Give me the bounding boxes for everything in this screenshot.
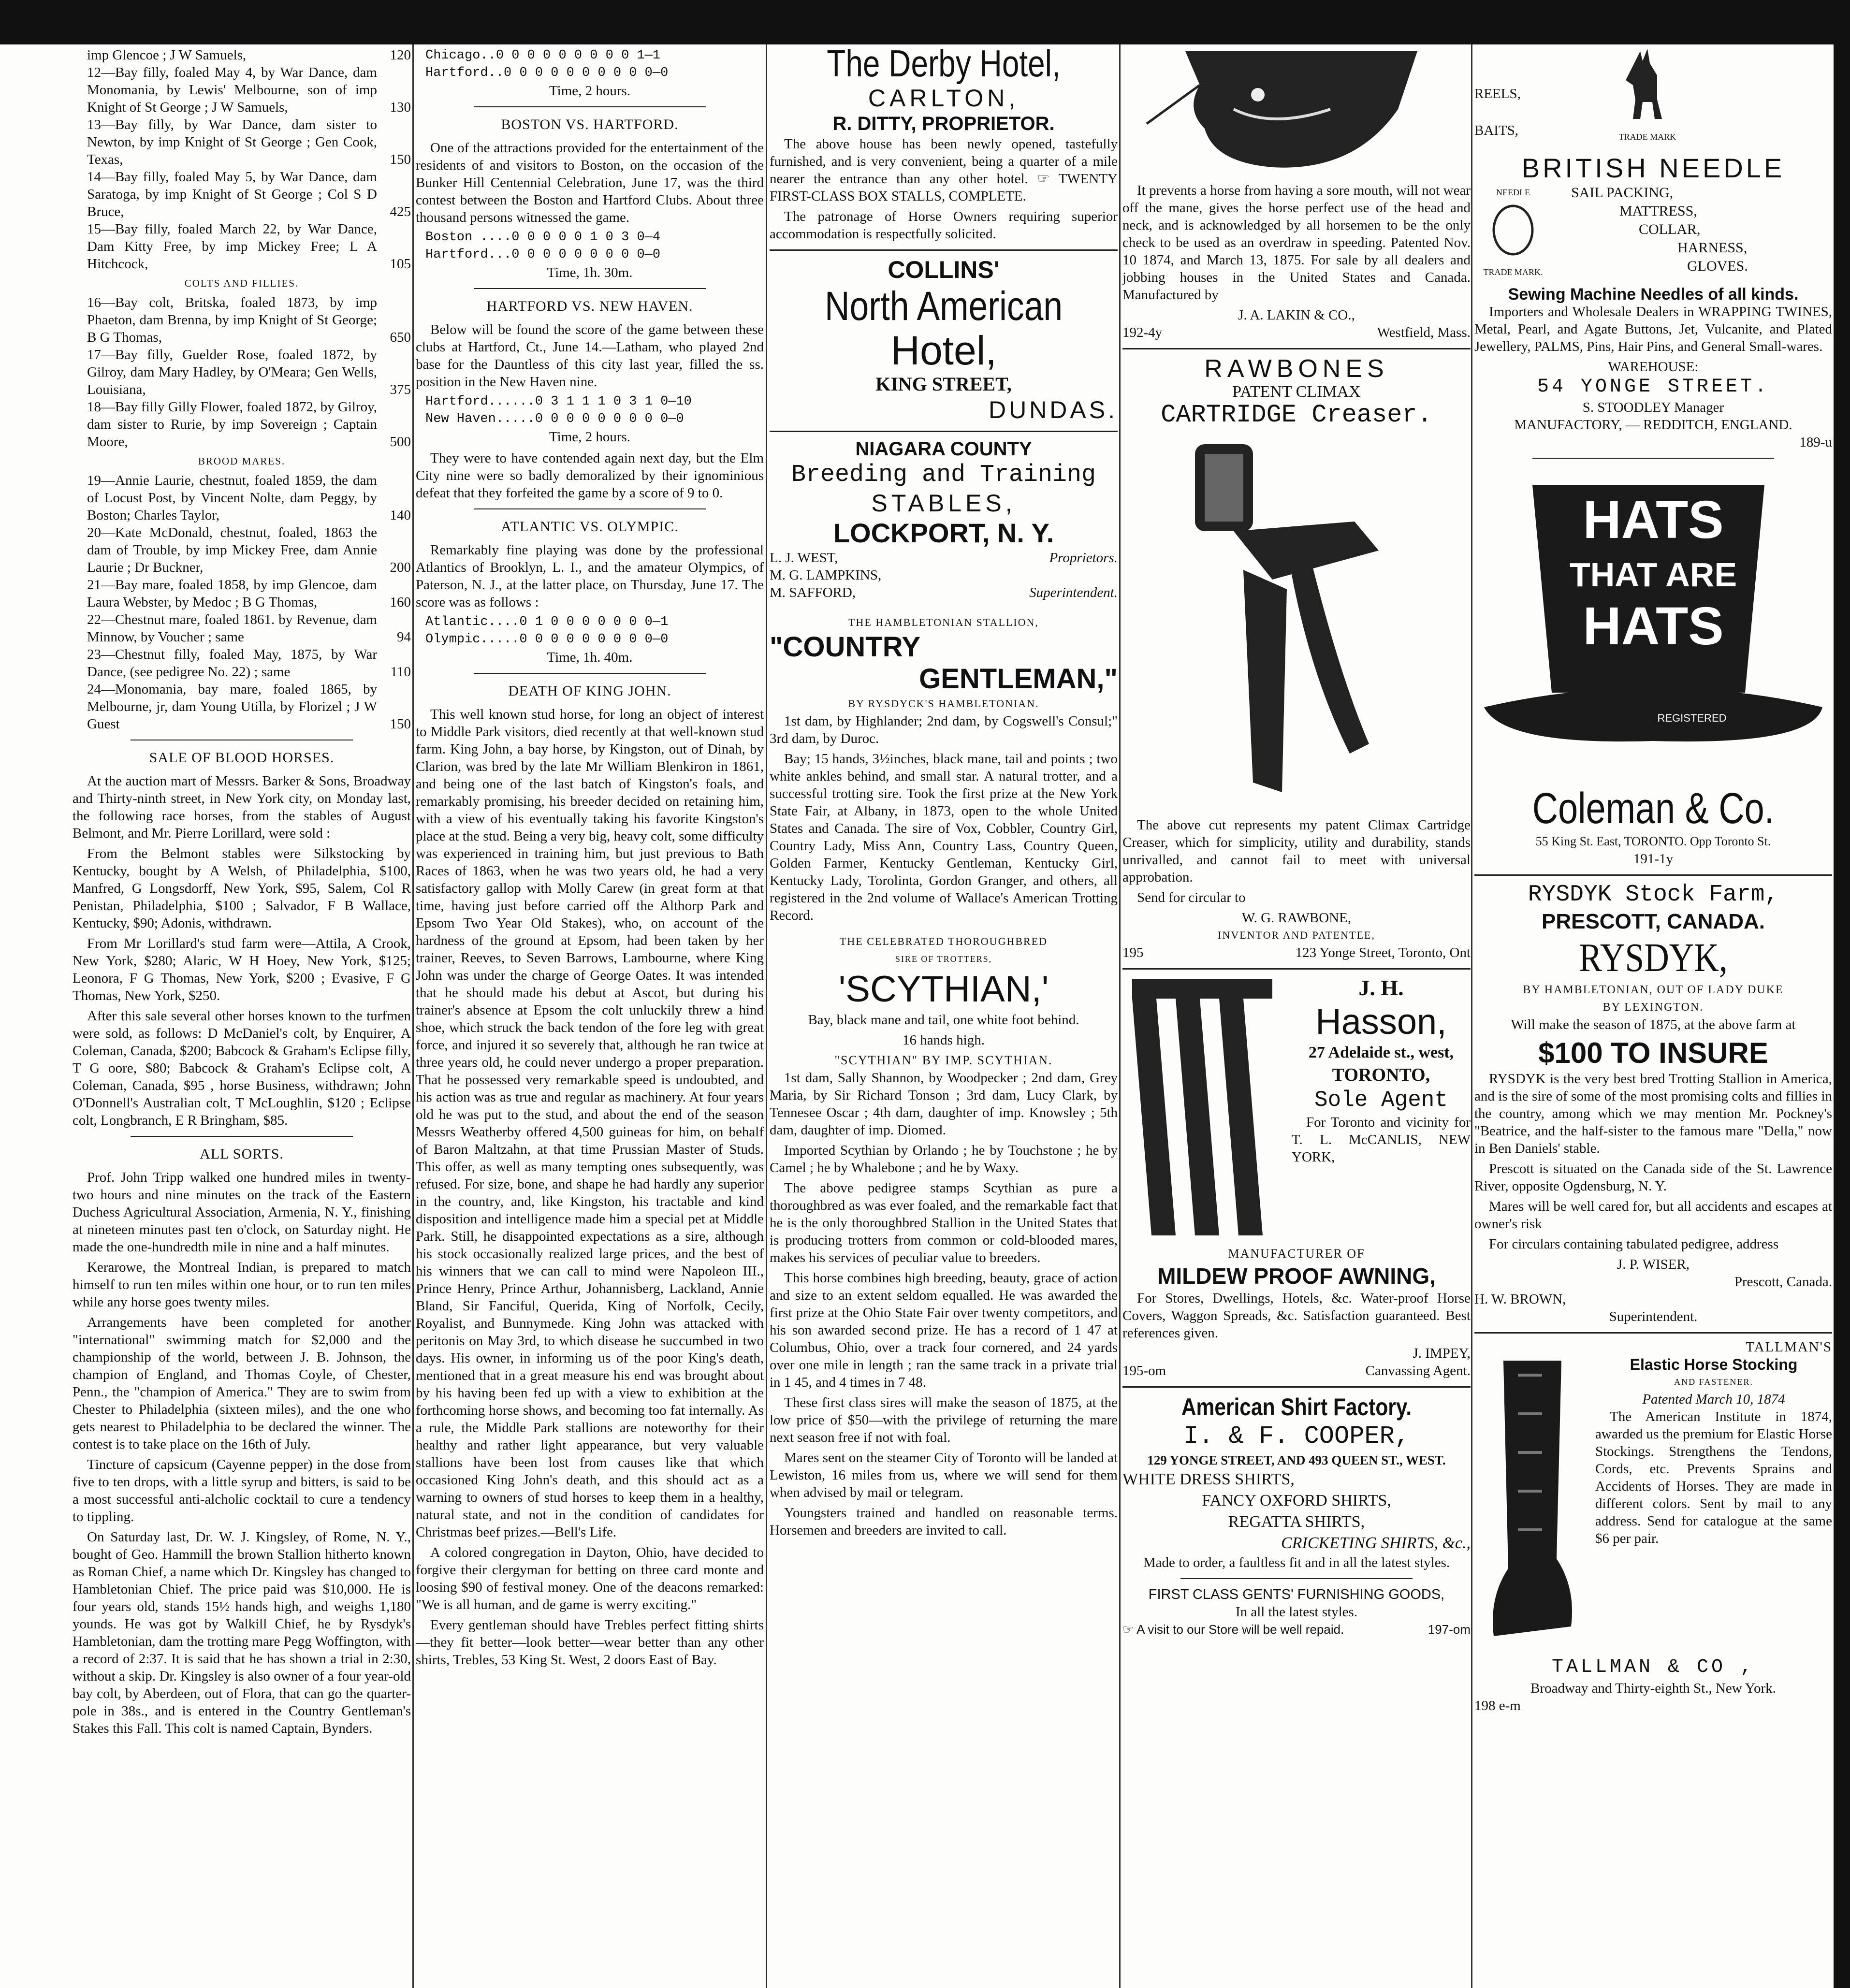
proprietor-name: M. SAFFORD, (770, 585, 856, 600)
column-sale-results (73, 46, 411, 1975)
ad-paragraph: Bay; 15 hands, 3½inches, black mane, tail and points ; two white ankles behind, and small star. A natural trotter, and a successful trotting sire. Took the first prize at the New York State Fair, at Albany, in 1873, open to the whole United States and Canada. The sire of Vox, Cobbler, Country Girl, Country Lady, Miss Ann, Country Lass, Country Queen, Golden Farmer, Kentucky Gentleman, Kentucky Girl, Kentucky Lady, Torolinta, Gordon Granger, and others, all registered in the 2nd volume of Wallace's American Trotting Record. (770, 751, 1118, 923)
warehouse-address: 54 YONGE STREET. (1537, 376, 1770, 398)
shirt-line: WHITE DRESS SHIRTS, (1122, 1470, 1295, 1488)
horse-head-illustration (1127, 51, 1466, 177)
lakin-code: 192-4y (1122, 325, 1163, 340)
manufactory-line: MANUFACTORY, — REDDITCH, ENGLAND. (1514, 417, 1792, 433)
scythian-heading: 'SCYTHIAN,' (838, 969, 1049, 1010)
cooper-name: I. & F. COOPER, (1183, 1422, 1410, 1451)
ad-paragraph: Importers and Wholesale Dealers in WRAPPING TWINES, Metal, Pearl, and Agate Buttons, Jet, Vulcanite, and Plated Jewellery, PALMS, Pins, Hair Pins, and General Small-wares. (1474, 304, 1832, 354)
proprietor-name: M. G. LAMPKINS, (770, 567, 882, 583)
elastic-heading: Elastic Horse Stocking (1630, 1356, 1798, 1373)
entry-text: 24—Monomania, bay mare, foaled 1865, by Melbourne, jr, dam Young Utilla, by Florizel ; J W Guest (87, 682, 377, 732)
cooper-ad (1122, 1386, 1471, 1638)
sale-entry (73, 294, 411, 346)
tallman-name: TALLMAN & CO , (1551, 1656, 1755, 1678)
ad-paragraph: Mares will be well cared for, but all accidents and escapes at owner's risk (1474, 1199, 1832, 1232)
rysdyk-lex: BY LEXINGTON. (1602, 1001, 1704, 1014)
entry-price: 94 (397, 629, 411, 645)
hotel-name-1: North American (824, 283, 1063, 329)
celebrated-heading: THE CELEBRATED THOROUGHBRED (839, 935, 1048, 947)
ad-paragraph: For Toronto and vicinity for T. L. McCANLIS, NEW YORK, (1292, 1115, 1471, 1165)
article-paragraph: From Mr Lorillard's stud farm were—Attila, A Crook, New York, $280; Alaric, W H Hoey, New York, $125; Leonora, F G Thomas, New York, $200 ; Evasive, F G Thomas, New York, $250. (73, 936, 411, 1003)
tallman-addr: Broadway and Thirty-eighth St., New York. (1530, 1681, 1776, 1696)
trade-mark-label: TRADE MARK (1618, 132, 1676, 142)
ad-paragraph: The American Institute in 1874, awarded us the premium for Elastic Horse Stockings. Strengthens the Tendons, Cords, etc. Prevents Sprains and Accidents of Horses. They are made in different colors. Sent by mail to any address. Send for catalogue at the same $6 per pair. (1595, 1409, 1832, 1546)
tallmans-heading: TALLMAN'S (1746, 1339, 1832, 1355)
boston-heading: BOSTON VS. HARTFORD. (501, 116, 679, 132)
breeding-heading: Breeding and Training (791, 461, 1096, 489)
stoodley-line: S. STOODLEY Manager (1582, 400, 1724, 415)
sale-entry (73, 576, 411, 611)
article-paragraph: From the Belmont stables were Silkstocking by Kentucky, bought by A Welsh, of Philadelphia, $100, Manfred, G Longsdorff, New York, $95, Salem, Col R Penistan, Philadelphia, $100 ; Salvador, F B Wallace, Kentucky, $90; Adonis, withdrawn. (73, 846, 411, 931)
stag-icon (1618, 46, 1676, 124)
score-line: Hartford......0 3 1 1 1 0 3 1 0—10 (425, 394, 692, 409)
sale-entry (73, 524, 411, 576)
impey-name: J. IMPEY, (1413, 1346, 1471, 1361)
wiser-name: J. P. WISER, (1617, 1257, 1690, 1272)
rawbone-footer (1122, 944, 1471, 961)
tallman-ad (1474, 1332, 1832, 1714)
sorts-heading: ALL SORTS. (200, 1146, 284, 1162)
article-paragraph: Every gentleman should have Trebles perfect fitting shirts—they fit better—look better—wear better than any other shirts, Trebles, 53 King St. West, 2 doors East of Bay. (416, 1617, 764, 1668)
rawbone-addr: 123 Yonge Street, Toronto, Ont (1295, 945, 1471, 960)
game-time: Time, 2 hours. (549, 429, 631, 445)
ad-paragraph: Will make the season of 1875, at the above farm at (1511, 1017, 1796, 1032)
section-rule (474, 106, 706, 107)
score-line: Hartford...0 0 0 0 0 0 0 0 0—0 (425, 247, 661, 262)
coleman-heading: Coleman & Co. (1532, 784, 1775, 833)
article-paragraph: One of the attractions provided for the entertainment of the residents of and visitors to Boston, on the occasion of the Bunker Hill Centennial Celebration, June 17, was the third contest between the Boston and Hartford Clubs. About three thousand persons witnessed the game. (416, 140, 764, 225)
ad-paragraph: The above house has been newly opened, tastefully furnished, and is very convenient, being a quarter of a mile nearer the entrance than any other hotel. ☞ TWENTY FIRST-CLASS BOX STALLS, COMPLETE. (770, 136, 1118, 204)
canvassing-label: Canvassing Agent. (1365, 1363, 1471, 1379)
shirt-line: REGATTA SHIRTS, (1228, 1513, 1365, 1531)
entry-price: 500 (390, 434, 411, 450)
entry-text: 12—Bay filly, foaled May 4, by War Dance, dam Monomania, by Lewis' Melbourne, son of imp Knight of St George ; J W Samuels, (87, 65, 377, 115)
entry-text: 22—Chestnut mare, foaled 1861. by Revenue, dam Minnow, by Voucher ; same (87, 612, 377, 645)
sale-entry (73, 46, 411, 64)
hotel-name-2: Hotel, (890, 328, 997, 373)
baits-label: BAITS, (1474, 123, 1519, 138)
entry-price: 130 (390, 100, 411, 115)
visit-code: 197-om (1428, 1622, 1471, 1637)
newhaven-heading: HARTFORD VS. NEW HAVEN. (486, 298, 693, 314)
cartridge-creaser-illustration (1127, 435, 1466, 812)
hats-text-3: HATS (1583, 596, 1724, 656)
first-class-line: FIRST CLASS GENTS' FURNISHING GOODS, (1148, 1587, 1445, 1602)
entry-price: 110 (390, 664, 411, 680)
sale-entries-top (73, 46, 411, 273)
coleman-code: 191-1y (1633, 851, 1674, 867)
product-line: MATTRESS, (1619, 203, 1697, 219)
entry-text: 23—Chestnut filly, foaled May, 1875, by War Dance, (see pedigree No. 22) ; same (87, 647, 377, 680)
brown-role: Superintendent. (1609, 1309, 1698, 1324)
score-line: Hartford..0 0 0 0 0 0 0 0 0 0—0 (425, 66, 669, 80)
hasson-text (1292, 974, 1471, 1245)
score-line: Boston ....0 0 0 0 0 1 0 3 0—4 (425, 230, 661, 245)
needle-logo (1474, 184, 1552, 281)
impey-row (1122, 1345, 1471, 1362)
entry-price: 375 (390, 382, 411, 397)
hasson-initials: J. H. (1358, 975, 1404, 1000)
entry-price: 105 (390, 256, 411, 272)
score-line: New Haven.....0 0 0 0 0 0 0 0 0—0 (425, 412, 684, 426)
product-line: COLLAR, (1639, 221, 1701, 237)
product-line: SAIL PACKING, (1571, 185, 1674, 201)
sale-entry (73, 472, 411, 524)
game-time: Time, 1h. 30m. (547, 265, 633, 280)
registered-text: REGISTERED (1657, 712, 1727, 724)
scythian-desc: 16 hands high. (903, 1032, 985, 1048)
ad-paragraph: For Stores, Dwellings, Hotels, &c. Water-proof Horse Covers, Waggon Spreads, &c. Satisfaction guaranteed. Best references given. (1122, 1291, 1471, 1341)
proprietor-row (770, 549, 1118, 566)
by-rysdyck: BY RYSDYCK'S HAMBLETONIAN. (848, 697, 1039, 710)
needle-left (1474, 46, 1521, 139)
game-time: Time, 1h. 40m. (547, 650, 633, 665)
hats-text-1: HATS (1583, 490, 1724, 550)
hambletonian-heading: THE HAMBLETONIAN STALLION, (848, 616, 1039, 628)
needle-label: NEEDLE (1496, 188, 1530, 197)
entry-text: 13—Bay filly, by War Dance, dam sister to Newton, by imp Knight of St George ; Gen Cook, Texas, (87, 117, 377, 167)
trade-mark-label-2: TRADE MARK. (1483, 267, 1543, 277)
section-rule (474, 288, 706, 289)
ad-paragraph: Mares sent on the steamer City of Toronto will be landed at Lewiston, 16 miles from us, where we will send for them when advised by mail or telegram. (770, 1450, 1118, 1500)
gentleman-heading: GENTLEMAN," (919, 663, 1118, 695)
article-paragraph: On Saturday last, Dr. W. J. Kingsley, of Rome, N. Y., bought of Geo. Hammill the brown Stallion hitherto known as Roman Chief, a name which Dr. Kingsley has changed to Hambletonian Chief. The price paid was $10,000. He is four years old, stands 15½ hands high, and weighs 1,180 younds. He was got by Walkill Chief, he by Rysdyk's Hambletonian, dam the trotting mare Pegg Woffington, with a record of 2:37. It is said that he has shown a trial in 2:30, without a skip. Dr. Kingsley is also owner of a four year-old bay colt, by Aberdeen, out of Flora, that can go the quarter-pole in 38s., and is entered in the Country Gentleman's Stakes this Fall. This colt is named Captain, Bynders. (73, 1529, 411, 1736)
tallman-code: 198 e-m (1474, 1698, 1521, 1713)
column-product-ads (1122, 46, 1471, 1975)
column-hotel-ads (770, 46, 1118, 1975)
country-heading: "COUNTRY (770, 631, 921, 663)
article-paragraph: Arrangements have been completed for another "international" swimming match for $2,000 and the championship of the world, between J. B. Johnson, the champion of England, and Thomas Coyle, of Chester, Penn., the "champion of America." They are to swim from Chester to Philadelphia (sixteen miles), and the one who gets nearest to Philadelphia to be declared the winner. The contest is to take place on the 16th of July. (73, 1315, 411, 1452)
needle-header (1474, 46, 1832, 153)
ad-paragraph: This horse combines high breeding, beauty, grace of action and size to an extent seldom equalled. He was awarded the first prize at the Ohio State Fair over twenty competitors, and his son awarded second prize. He has a record of 1 47 at Columbus, Ohio, over a track four cornered, and 24 yards over one mile in length ; ran the same track in a private trial in 1 45, and 4 times in 7 48. (770, 1270, 1118, 1390)
score-line: Olympic.....0 0 0 0 0 0 0 0 0—0 (425, 632, 669, 647)
ad-paragraph: It prevents a horse from having a sore mouth, will not wear off the mane, gives the horse perfect use of the head and neck, and is acknowledged by all horsemen to be the only check to be used as an overdraw in speeding. Patented Nov. 10 1874, and March 13, 1875. For sale by all dealers and jobbing houses in the United States and Canada. Manufactured by (1122, 183, 1471, 303)
article-paragraph: They were to have contended again next day, but the Elm City nine were so badly demoralized by their ignominious defeat that they forfeited the game by a score of 9 to 0. (416, 450, 764, 501)
proprietor-row (770, 584, 1118, 601)
article-paragraph: Tincture of capsicum (Cayenne pepper) in the dose from five to ten drops, with a little syrup and bitters, is said to be a most successful anti-alcholic cocktail to cure a tendency to tippling. (73, 1457, 411, 1524)
sole-agent: Sole Agent (1314, 1088, 1448, 1113)
rawbone-name: W. G. RAWBONE, (1241, 910, 1352, 926)
warehouse-label: WAREHOUSE: (1608, 359, 1699, 375)
entry-text: 15—Bay filly, foaled March 22, by War Dance, Dam Kitty Free, by imp Mickey Free; L A Hitchcock, (87, 221, 377, 272)
proprietor-name: L. J. WEST, (770, 550, 838, 566)
wiser-place: Prescott, Canada. (1734, 1274, 1832, 1290)
horse-stocking-illustration (1474, 1356, 1586, 1655)
article-paragraph: Remarkably fine playing was done by the professional Atlantics of Brooklyn, L. I., and the amateur Olympics, of Paterson, N. J., at the latter place, on Thursday, June 17. The score was as follows : (416, 542, 764, 610)
hasson-city: TORONTO, (1332, 1065, 1430, 1085)
section-rule (474, 508, 706, 509)
impey-footer (1122, 1362, 1471, 1379)
ad-paragraph: Prescott is situated on the Canada side of the St. Lawrence River, opposite Ogdensburg, N. Y. (1474, 1161, 1832, 1194)
entry-price: 200 (390, 560, 411, 575)
needle-product-list (1561, 184, 1832, 281)
sale-entry (73, 398, 411, 450)
king-street: KING STREET, (875, 373, 1012, 395)
patented-line: Patented March 10, 1874 (1642, 1392, 1785, 1407)
top-hat-illustration (1474, 465, 1832, 780)
top-black-band (0, 0, 1850, 44)
hasson-name: Hasson, (1315, 1001, 1447, 1042)
manufacturer-label: MANUFACTURER OF (1228, 1247, 1365, 1261)
article-paragraph: Below will be found the score of the game between these clubs at Hartford, Ct., June 14.—Latham, who played 2nd base for the Dauntless of this city last year, filled the ss. position in the New Haven nine. (416, 322, 764, 390)
ad-paragraph: RYSDYK is the very best bred Trotting Stallion in America, and is the sire of some of the most promising colts and fillies in the country, among which we may mention Mr. Pockney's "Beatrice, and the half-sister to the famous mare "Della," now in Ben Daniels' stable. (1474, 1071, 1832, 1156)
sale-entry (73, 64, 411, 116)
lakin-place: Westfield, Mass. (1377, 325, 1471, 340)
derby-proprietor: R. DITTY, PROPRIETOR. (832, 113, 1055, 134)
scythian-desc: Bay, black mane and tail, one white foot behind. (808, 1012, 1079, 1028)
stag-logo (1618, 46, 1676, 145)
entry-price: 650 (390, 330, 411, 345)
ad-paragraph: These first class sires will make the season of 1875, at the low price of $50—with the privilege of returning the mare next season free if not with foal. (770, 1395, 1118, 1445)
sewing-heading: Sewing Machine Needles of all kinds. (1508, 285, 1799, 304)
hasson-addr: 27 Adelaide st., west, (1308, 1044, 1454, 1061)
tallman-body (1474, 1356, 1832, 1655)
entry-price: 425 (390, 204, 411, 219)
rawbone-code: 195 (1122, 945, 1144, 960)
hats-text-2: THAT ARE (1569, 556, 1737, 594)
tallman-text (1595, 1356, 1832, 1655)
impey-code: 195-om (1122, 1363, 1166, 1379)
ad-paragraph: The above cut represents my patent Climax Cartridge Creaser, which for simplicity, utility and durability, stands unrivalled, and cannot fail to meet with universal approbation. (1122, 817, 1471, 885)
product-line: GLOVES. (1687, 258, 1748, 274)
column-right-ads (1474, 46, 1832, 1975)
niagara-heading: NIAGARA COUNTY (855, 438, 1032, 460)
rawbone-ad (1122, 348, 1471, 961)
entry-text: 16—Bay colt, Britska, foaled 1873, by imp Phaeton, dam Brenna, by imp Knight of St George; B G Thomas, (87, 295, 377, 345)
product-line: HARNESS, (1677, 240, 1748, 256)
code-189: 189-u (1799, 435, 1832, 450)
column-rule (1119, 44, 1121, 1988)
inventor-label: INVENTOR AND PATENTEE, (1218, 929, 1375, 941)
lakin-name: J. A. LAKIN & CO., (1238, 307, 1355, 323)
brown-name: H. W. BROWN, (1474, 1291, 1566, 1307)
hasson-ad (1122, 968, 1471, 1245)
proprietor-row (770, 566, 1118, 584)
ad-paragraph: Youngsters trained and handled on reasonable terms. Horsemen and breeders are invited to call. (770, 1505, 1118, 1538)
article-paragraph: A colored congregation in Dayton, Ohio, have decided to forgive their clergyman for betting on three card monte and loosing $90 of festival money. One of the deacons remarked: "We is all human, and de game is werry exciting." (416, 1545, 764, 1612)
visit-row (1122, 1621, 1471, 1638)
column-rule (1471, 44, 1472, 1988)
lakin-footer (1122, 324, 1471, 341)
entry-text: 21—Bay mare, foaled 1858, by imp Glencoe, dam Laura Webster, by Medoc ; B G Thomas, (87, 577, 377, 610)
ad-paragraph: The above pedigree stamps Scythian as pure a thoroughbred as was ever foaled, and the remarkable fact that he is the only thoroughbred Stallion in the United States that is producing trotters from common or cold-blooded mares, makes his services of peculiar value to breeders. (770, 1180, 1118, 1265)
collins-name: COLLINS' (888, 256, 1000, 283)
entry-text: 17—Bay filly, Guelder Rose, foaled 1872, by Gilroy, dam Mary Hadley, by O'Meara; Gen Wells, Louisiana, (87, 347, 377, 397)
mildew-heading: MILDEW PROOF AWNING, (1157, 1263, 1436, 1289)
ad-paragraph: 1st dam, Sally Shannon, by Woodpecker ; 2nd dam, Grey Maria, by Sir Richard Tonson ; 3rd dam, Lucy Clark, by Tennesee Oscar ; 4th dam, daughter of imp. Knowsley ; 5th dam, daughter of imp. Diomed. (770, 1070, 1118, 1138)
entry-text: 19—Annie Laurie, chestnut, foaled 1859, the dam of Locust Post, by Vincent Nolte, dam Peggy, by Boston; Charles Taylor, (87, 473, 377, 523)
atlantic-heading: ATLANTIC VS. OLYMPIC. (501, 519, 679, 535)
death-heading: DEATH OF KING JOHN. (508, 683, 671, 699)
article-paragraph: This well known stud horse, for long an object of interest to Middle Park visitors, died recently at that well-known stud farm. King John, a bay horse, by Kingston, out of Dinah, by Clarion, was bred by the late Mr William Blenkiron in 1861, and being one of the last batch of Kingston's foals, and remarkably promising, his breeder decided on retaining him, with a view of his eventually taking his favorite Kingston's place at the stud. Being a very big, heavy colt, some difficulty was experienced in training him, but just previous to Bath Races of 1863, when he was two years old, he had a very satisfactory gallop with Molly Carew (in great form at that time, having just before carried off the Althorp Park and Epsom Two Year Old Stakes), who, on account of the hardness of the ground at Epsom, had been taken by her trainer, Reeves, to Seven Barrows, Lambourne, where King John was under the charge of George Oates. It was intended that he should made his debut at Ascot, but during his trainer's absence at Epsom the colt unluckily threw a hind shoe, which struck the back tendon of the fore leg with great force, and injured it so severely that, although he ran twice at three years old, he could never undergo a proper preparation. That he possessed very remarkable speed is undoubted, and his action was as true and regular as machinery. At four years old he was put to the stud, and about the end of the season Messrs Weatherby offered 4,500 guineas for him, on behalf of Baron Maltzahn, at that time Prussian Master of Studs. This offer, as well as many tempting ones subsequently, was refused. For size, bone, and shape he had hardly any superior in the country, and, like Kingston, his tractable and kind disposition and intelligence made him a special pet at Middle Park. Still, he disappointed expectations as a sire, although his stock occasionally realized large prices, and the best of his winners that we can call to mind were Napoleon III., Prince Henry, Prince Arthur, Johannisberg, Lackland, Annie Bland, Sir Fanciful, Querida, King of Norfolk, Cecily, Royalist, and Bunnymede. King John was attacked with peritonis on May 3rd, to which disease he succumbed in two days. His owner, in informing us of the poor King's death, mentioned that in a great measure his end was brought about by his having been fed up with a view to exhibition at the forthcoming horse shows, and becoming too fat internally. As a rule, the Middle Park stallions are noteworthy for their healthy and rather light appearance, but very valuable stallions have been lost from causes like that which occasioned King John's death, and this should act as a warning to owners of stud horses to keep them in a healthy, natural state, and not in the condition of candidates for Christmas beef prizes.—Bell's Life. (416, 707, 764, 1540)
sale-entry (73, 681, 411, 733)
rysdyk-ad (1474, 874, 1832, 1325)
british-heading: BRITISH NEEDLE (1521, 153, 1785, 183)
sire-heading: SIRE OF TROTTERS, (895, 954, 992, 964)
shirt-line: FANCY OXFORD SHIRTS, (1202, 1492, 1391, 1509)
cartridge-heading: CARTRIDGE Creaser. (1161, 401, 1432, 429)
ad-paragraph: The patronage of Horse Owners requiring superior accommodation is respectfully solicited. (770, 209, 1118, 242)
article-paragraph: Prof. John Tripp walked one hundred miles in twenty-two hours and nine minutes on the track of the Eastern Duchess Agricultural Association, Armenia, N. Y., finishing at nineteen minutes past ten o'clock, on Saturday night. He made the one-hundredth mile in nine and a half minutes. (73, 1170, 411, 1255)
sale-entry (73, 116, 411, 168)
score-line: Atlantic....0 1 0 0 0 0 0 0 0—1 (425, 615, 669, 629)
patent-climax: PATENT CLIMAX (1232, 383, 1361, 401)
needle-icon (1486, 201, 1540, 259)
ad-paragraph: Imported Scythian by Orlando ; he by Touchstone ; he by Camel ; he by Whalebone ; and he by Waxy. (770, 1143, 1118, 1175)
entry-text: 20—Kate McDonald, chestnut, foaled, 1863 the dam of Trouble, by imp Mickey Free, dam Annie Laurie ; Dr Buckner, (87, 525, 377, 575)
fastener-label: AND FASTENER. (1674, 1377, 1753, 1387)
proprietor-role: Proprietors. (1049, 550, 1118, 566)
column-rule (412, 44, 414, 1988)
column-rule (766, 44, 767, 1988)
section-rule (1180, 1578, 1413, 1579)
rysdyk-farm-heading: RYSDYK Stock Farm, (1528, 882, 1779, 908)
american-shirt-heading: American Shirt Factory. (1181, 1393, 1412, 1421)
ad-paragraph: 1st dam, by Highlander; 2nd dam, by Cogswell's Consul;" 3rd dam, by Duroc. (770, 713, 1118, 746)
brood-heading: BROOD MARES. (198, 455, 286, 467)
entry-price: 120 (390, 47, 411, 63)
sale-heading: SALE OF BLOOD HORSES. (149, 750, 335, 766)
sale-entry (73, 346, 411, 398)
awning-illustration (1122, 974, 1282, 1245)
entry-price: 160 (390, 595, 411, 610)
entry-text: 18—Bay filly Gilly Flower, foaled 1872, by Gilroy, dam sister to Rurie, by imp Sovereign ; Captain Moore, (87, 399, 377, 450)
cooper-addr: 129 YONGE STREET, AND 493 QUEEN ST., WEST. (1147, 1453, 1446, 1467)
game-time: Time, 2 hours. (549, 83, 631, 99)
derby-place: CARLTON, (868, 85, 1020, 112)
proprietor-role: Superintendent. (1029, 585, 1118, 600)
reels-label: REELS, (1474, 86, 1521, 102)
insure-heading: $100 TO INSURE (1538, 1037, 1768, 1069)
article-paragraph: Kerarowe, the Montreal Indian, is prepared to match himself to run ten miles within one hour, or to run ten miles while any horse goes twenty miles. (73, 1260, 411, 1310)
prescott-heading: PRESCOTT, CANADA. (1541, 910, 1765, 933)
coleman-addr: 55 King St. East, TORONTO. Opp Toronto St. (1535, 834, 1771, 848)
derby-title: The Derby Hotel, (827, 46, 1061, 85)
sale-entry (73, 611, 411, 646)
sale-entry (73, 168, 411, 220)
niagara-ad (770, 431, 1118, 1539)
section-rule (131, 1136, 353, 1137)
stables-heading: STABLES, (871, 490, 1016, 517)
dundas: DUNDAS. (988, 396, 1118, 423)
visit-text: ☞ A visit to our Store will be well repaid. (1122, 1622, 1344, 1637)
lockport-heading: LOCKPORT, N. Y. (833, 518, 1054, 548)
section-rule (474, 673, 706, 674)
entry-text: imp Glencoe ; J W Samuels, (87, 47, 247, 63)
collins-ad (770, 249, 1118, 424)
column-baseball (416, 46, 764, 1975)
ad-paragraph: For circulars containing tabulated pedigree, address (1489, 1236, 1779, 1252)
article-paragraph: At the auction mart of Messrs. Barker & Sons, Broadway and Thirty-ninth street, in New York city, on Monday last, the following race horses, from the stables of August Belmont, and Mr. Pierre Lorillard, were sold : (73, 773, 411, 841)
article-paragraph: After this sale several other horses known to the turfmen were sold, as follows: D McDaniel's colt, by Enquirer, A Coleman, Canada, $200; Babcock & Graham's Eclipse filly, T G oore, $80; Babcock & Graham's Eclipse colt, A Coleman, Canada, $95 , horse Business, withdrawn; John O'Donnell's Australian colt, T McLoughlin, $120 ; Eclipse colt, Longbranch, E R Bringham, $85. (73, 1008, 411, 1128)
rysdyk-by: BY HAMBLETONIAN, OUT OF LADY DUKE (1523, 984, 1784, 996)
score-line: Chicago..0 0 0 0 0 0 0 0 0 1—1 (425, 48, 661, 63)
entry-price: 150 (390, 152, 411, 167)
ad-paragraph: Made to order, a faultless fit and in all the latest styles. (1143, 1555, 1450, 1570)
colts-heading: COLTS AND FILLIES. (184, 277, 299, 289)
ad-paragraph: Send for circular to (1137, 890, 1246, 905)
sale-entry (73, 646, 411, 681)
entry-price: 150 (390, 716, 411, 732)
needle-products (1474, 184, 1832, 281)
scythian-by: "SCYTHIAN" BY IMP. SCYTHIAN. (834, 1053, 1053, 1067)
entry-price: 140 (390, 508, 411, 523)
sale-entry (73, 220, 411, 273)
section-rule (1532, 458, 1774, 459)
latest-line: In all the latest styles. (1235, 1604, 1358, 1620)
shirt-line: CRICKETING SHIRTS, &c., (1281, 1534, 1471, 1552)
rysdyk-heading: RYSDYK, (1579, 935, 1728, 980)
right-black-band (1834, 44, 1850, 1988)
entry-text: 14—Bay filly, foaled May 5, by War Dance, dam Saratoga, by imp Knight of St George ; Col S D Bruce, (87, 169, 377, 219)
rawbones-heading: RAWBONES (1204, 355, 1389, 383)
